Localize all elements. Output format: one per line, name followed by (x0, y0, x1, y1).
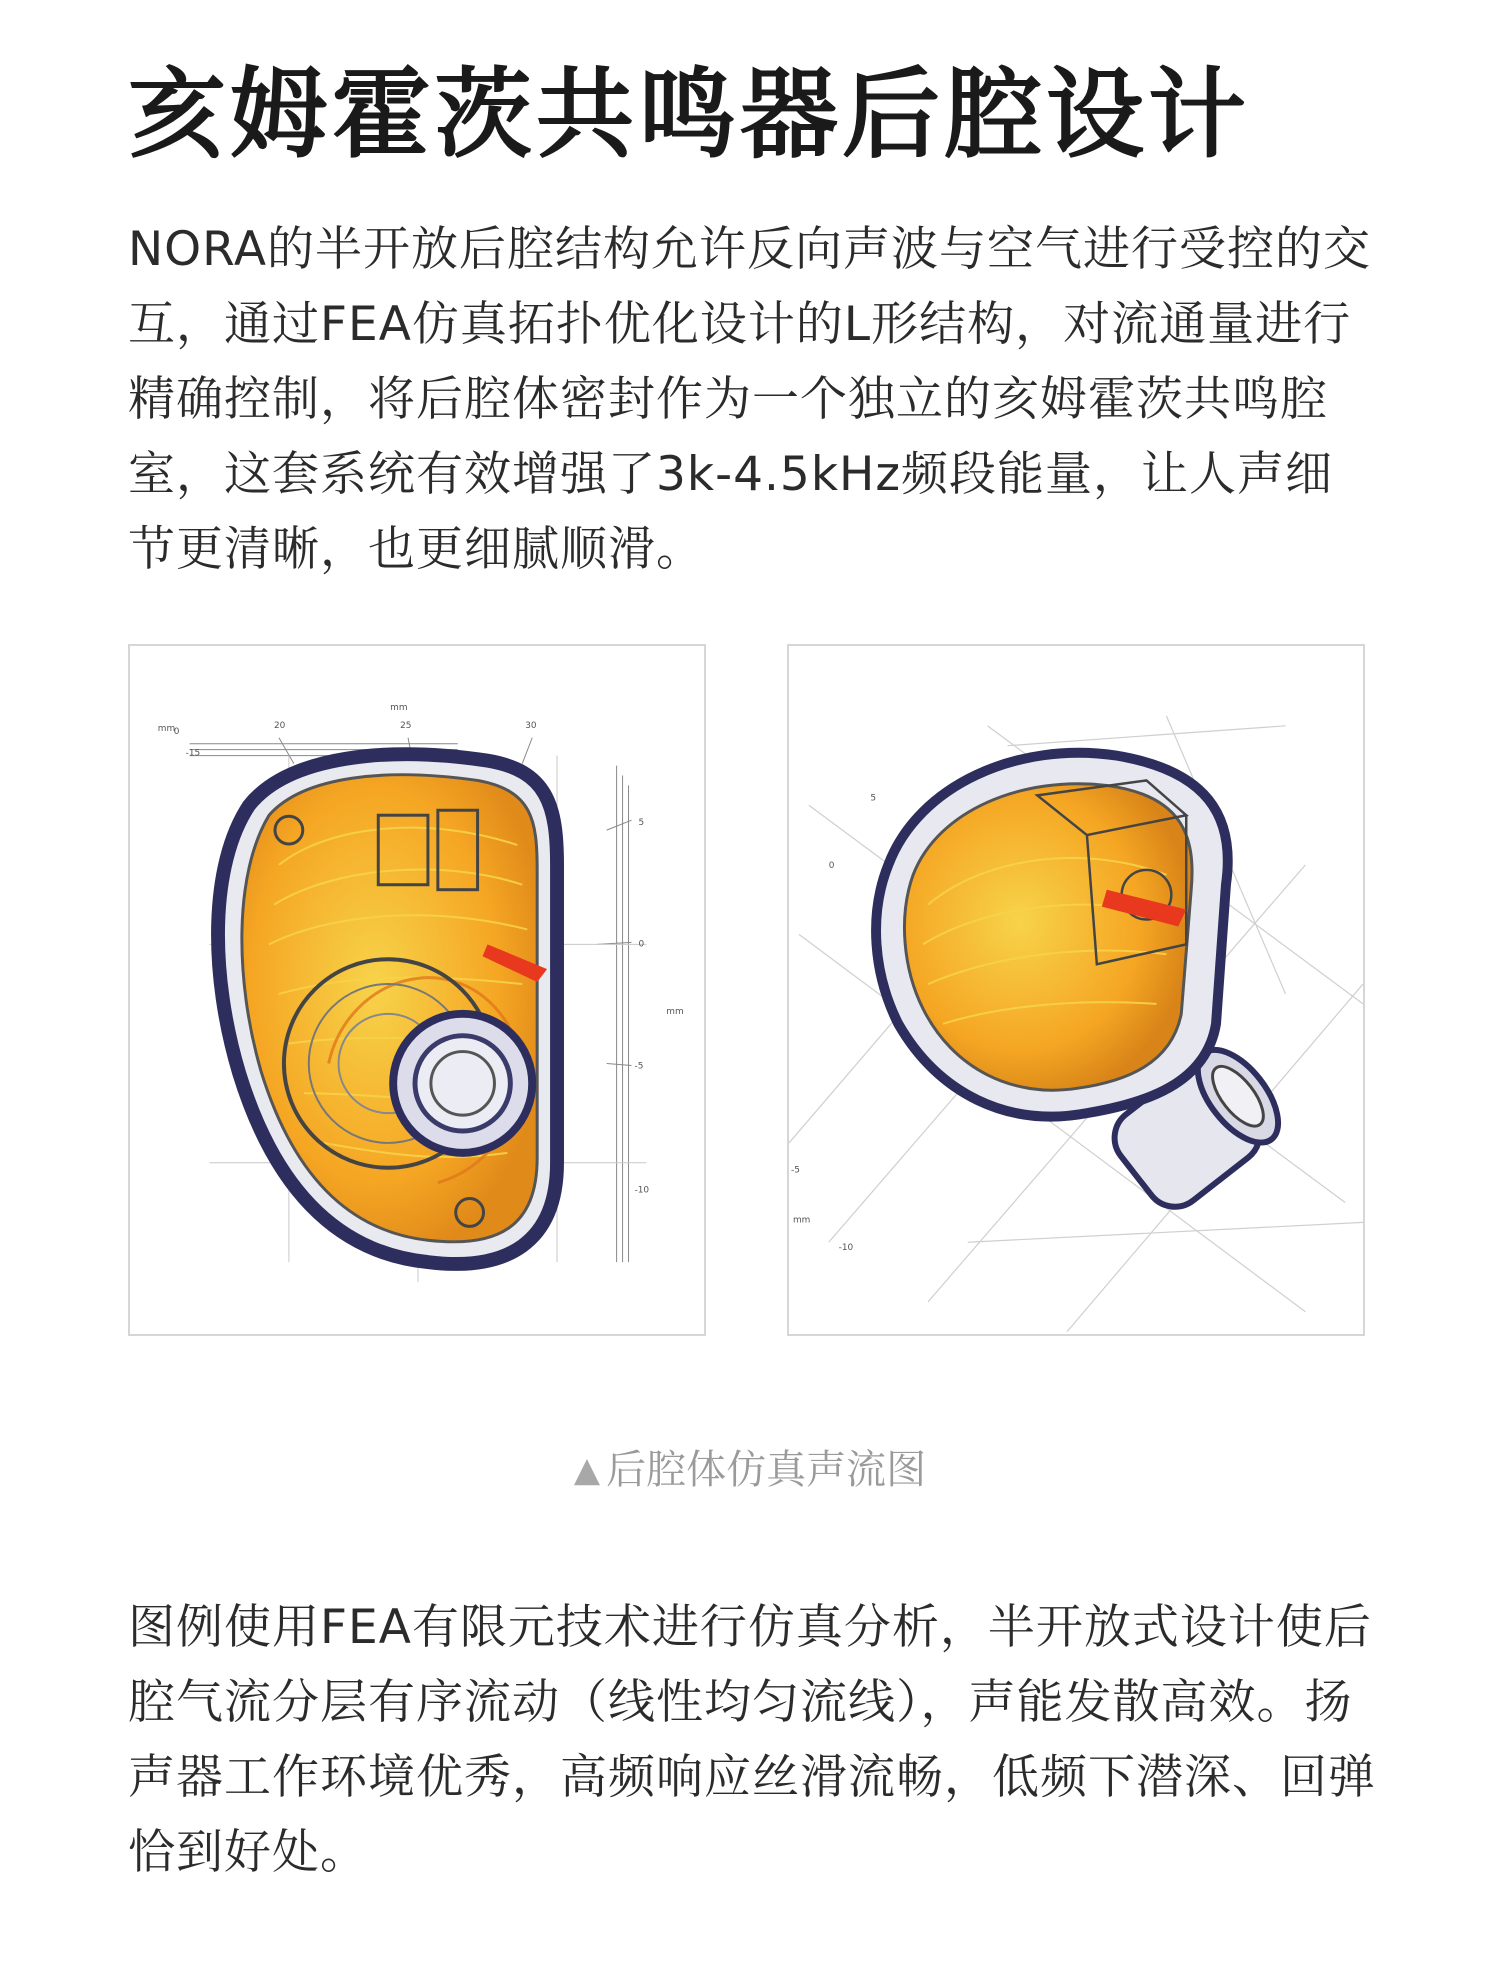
caption-text: 后腔体仿真声流图 (606, 1447, 927, 1493)
y-tick-minus15: -15 (185, 748, 201, 759)
perspective-view-flow-image (789, 646, 1363, 1334)
page-title: 亥姆霍茨共鸣器后腔设计 (128, 58, 1251, 172)
y-tick-0: 0 (638, 939, 645, 950)
x-tick-20: 20 (273, 720, 286, 731)
intro-paragraph: NORA的半开放后腔结构允许反向声波与空气进行受控的交互，通过FEA仿真拓扑优化设计的L形结构，对流通量进行精确控制，将后腔体密封作为一个独立的亥姆霍茨共鸣腔室，这套系统有效增强了3k-4.5kHz频段能量，让人声细节更清晰，也更细腻顺滑。 (128, 222, 1372, 577)
y-tick-minus5: -5 (634, 1061, 644, 1072)
r-tick-minus10: -10 (838, 1243, 854, 1254)
r-tick-0: 0 (828, 860, 835, 871)
front-view-flow-image (130, 646, 704, 1334)
r-tick-minus5: -5 (790, 1165, 800, 1176)
x-tick-30: 30 (525, 720, 537, 731)
y-tick-5: 5 (638, 818, 645, 829)
x-tick-25: 25 (400, 720, 412, 731)
unit-label-left: mm (157, 723, 176, 734)
simulation-figure-front (128, 644, 706, 1336)
x-tick-0: 0 (173, 726, 180, 737)
unit-label-top: mm (390, 702, 408, 713)
simulation-figure-perspective (787, 644, 1365, 1336)
analysis-paragraph: 图例使用FEA有限元技术进行仿真分析，半开放式设计使后腔气流分层有序流动（线性均匀流线），声能发散高效。扬声器工作环境优秀，高频响应丝滑流畅，低频下潜深、回弹恰到好处。 (128, 1600, 1376, 1880)
triangle-up-icon: ▲ (573, 1450, 601, 1490)
r-tick-5: 5 (870, 793, 877, 804)
figure-caption (0, 1438, 1500, 1495)
r-unit-label: mm (792, 1215, 811, 1226)
unit-label-right: mm (666, 1006, 684, 1017)
y-tick-minus10: -10 (634, 1185, 650, 1196)
